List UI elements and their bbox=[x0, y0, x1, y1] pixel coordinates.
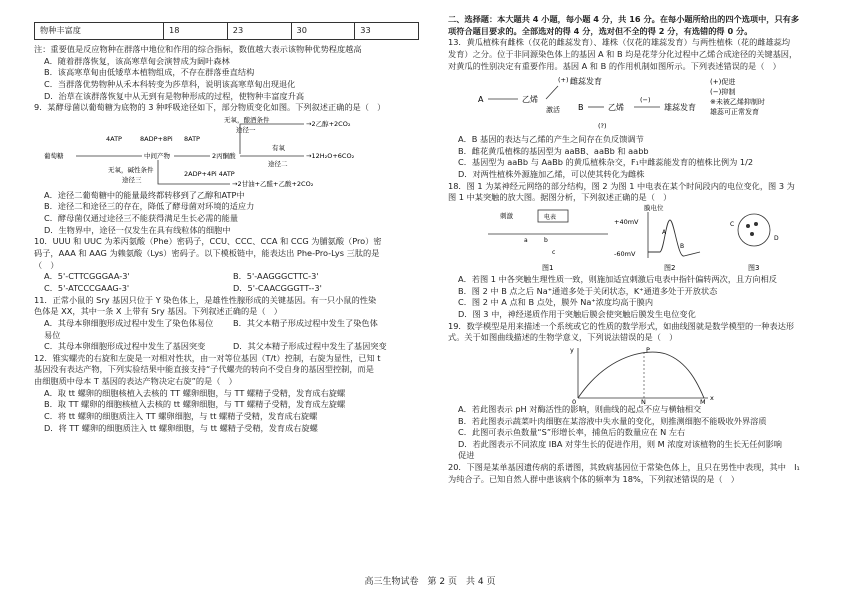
diagram-label: 有氧 bbox=[272, 143, 285, 152]
diagram-label: B bbox=[578, 103, 584, 113]
diagram-label: (−) bbox=[640, 96, 651, 105]
diagram-label: 激活 bbox=[546, 106, 560, 115]
diagram-label: →2乙醇+2CO₂ bbox=[306, 119, 351, 128]
diagram-label: C bbox=[730, 221, 735, 229]
diagram-label: 8ADP+8Pi bbox=[140, 134, 173, 143]
q12-stem: 由细胞质中母本 T 基因的表达产物决定右旋”的是（ ） bbox=[34, 376, 237, 387]
q10-stem: 10．UUU 和 UUC 为苯丙氨酸（Phe）密码子，CCU、CCC、CCA 和 CCG 为脯氨酸（Pro）密 bbox=[34, 236, 382, 247]
diagram-label: B bbox=[680, 243, 685, 251]
q19-option-b: B．若此图表示蔬菜叶肉细胞在某溶液中失水量的变化，则推测细胞不能吸收外界溶质 bbox=[458, 415, 767, 426]
q18-option-a: A．若图 1 中各突触生理性质一致，则施加适宜刺激后电表中指针偏转两次，且方向相反 bbox=[458, 274, 777, 285]
diagram-label: 无氧，碱性条件 bbox=[108, 165, 154, 174]
q10-option-c: C．5'-ATCCCGAAG-3' bbox=[44, 282, 130, 293]
diagram-label: 无氧，酿酒条件 bbox=[224, 115, 270, 124]
q11-options-row bbox=[34, 318, 422, 330]
q13-stem: 发育）之分。位于非同源染色体上的基因 A 和 B 均是花芽分化过程中乙烯合成途径的关键基因， bbox=[448, 48, 798, 59]
q8-option-c: C．当群落优势物种从禾本科转变为莎草科，说明该高寒草甸出现退化 bbox=[44, 78, 296, 89]
q10-option-b: B．5'-AAGGGCTTC-3' bbox=[233, 271, 319, 282]
q10-stem: （ ） bbox=[34, 259, 59, 270]
page-footer: 高三生物试卷 第 2 页 共 4 页 bbox=[364, 577, 496, 587]
diagram-label: 2ADP+4Pi 4ATP bbox=[184, 169, 235, 178]
q12-option-b: B．取 TT 螺卵的细胞核植入去核的 tt 螺卵细胞，与 TT 螺精子受精，发育成左旋螺 bbox=[44, 399, 346, 410]
table-cell: 23 bbox=[227, 23, 291, 40]
q19-curve bbox=[448, 344, 836, 404]
q18-stem: 图 1 中某突触的放大图。据图分析，下列叙述正确的是（ ） bbox=[448, 192, 672, 203]
diagram-label: (−)抑制 bbox=[710, 88, 736, 97]
q19-stem: 19．数学模型是用来描述一个系统或它的性质的数学形式，如曲线图就是数学模型的一种表达形 bbox=[448, 320, 795, 331]
table-label-cell: 物种丰富度 bbox=[35, 23, 164, 40]
q11-option-c: C．其母本卵细胞形成过程中发生了基因突变 bbox=[44, 341, 206, 352]
q18-stem: 18．图 1 为某神经元网络的部分结构，图 2 为图 1 中电表在某个时间段内的电位变化，图 3 为 bbox=[448, 180, 795, 191]
table-cell: 33 bbox=[355, 23, 419, 40]
gene-mechanism-diagram bbox=[448, 72, 836, 134]
q18-option-c: C．图 2 中 A 点和 B 点处，膜外 Na⁺浓度均高于膜内 bbox=[458, 297, 654, 308]
q11-option-b: B．其父本精子形成过程中发生了染色体 bbox=[233, 317, 378, 328]
q13-option-d: D．对两性植株外源施加乙烯，可以使其转化为雌株 bbox=[458, 169, 645, 180]
diagram-label: N bbox=[641, 397, 646, 404]
diagram-label: -60mV bbox=[614, 250, 636, 259]
q19-option-c: C．此图可表示鱼数量“S”形增长率，捕鱼后的数量应在 N 左右 bbox=[458, 427, 686, 438]
q9-option-a: A．途径二葡萄糖中的能量最终都转移到了乙醇和ATP中 bbox=[44, 189, 245, 200]
diagram-label: ※未被乙烯抑制时 bbox=[710, 98, 765, 107]
q8-option-b: B．该高寒草甸由低矮草本植物组成，不存在群落垂直结构 bbox=[44, 67, 255, 78]
diagram-label: 2丙酮酸 bbox=[212, 151, 236, 160]
left-column bbox=[34, 14, 422, 434]
diagram-label: 途径三 bbox=[122, 175, 142, 184]
diagram-label: M bbox=[700, 397, 706, 404]
q18-option-b: B．图 2 中 B 点之后 Na⁺通道多处于关闭状态，K⁺通道多处于开放状态 bbox=[458, 285, 718, 296]
diagram-label: P bbox=[646, 345, 650, 354]
diagram-label: 中间产物 bbox=[144, 151, 170, 160]
q9-option-c: C．酵母菌仅通过途径三不能获得满足生长必需的能量 bbox=[44, 213, 239, 224]
q11-stem: 色体是 XX，其中一条 X 上带有 Sry 基因。下列叙述正确的是（ ） bbox=[34, 306, 282, 317]
diagram-label: D bbox=[774, 235, 779, 243]
respiration-pathway-diagram bbox=[34, 114, 422, 190]
species-richness-table bbox=[34, 22, 419, 40]
q9-option-d: D．生物界中，途径一仅发生在具有线粒体的细胞中 bbox=[44, 224, 231, 235]
diagram-label: 雄蕊可正常发育 bbox=[710, 108, 759, 117]
diagram-label: A bbox=[478, 95, 484, 105]
q8-option-d: D．治草在该群落恢复中从无到有是物种形成的过程，使物种丰富度升高 bbox=[44, 90, 305, 101]
table-cell: 18 bbox=[164, 23, 228, 40]
q12-stem: 基因没有表达产物，下列实验结果中能直接支持“子代螺壳的转向不受自身的基因型控制，而是 bbox=[34, 364, 374, 375]
q12-option-a: A．取 tt 螺卵的细胞核植入去核的 TT 螺卵细胞，与 TT 螺精子受精，发育成右旋螺 bbox=[44, 387, 346, 398]
diagram-label: c bbox=[552, 249, 556, 257]
diagram-label: 途径二 bbox=[268, 159, 288, 168]
diagram-label: 刺激 bbox=[500, 212, 513, 221]
diagram-label: 4ATP bbox=[106, 134, 122, 143]
diagram-label: 8ATP bbox=[184, 134, 200, 143]
diagram-label: b bbox=[544, 237, 548, 245]
q13-option-a: A．B 基因的表达与乙烯的产生之间存在负反馈调节 bbox=[458, 134, 644, 145]
diagram-label: 葡萄糖 bbox=[44, 151, 64, 160]
diagram-label: 乙烯 bbox=[608, 103, 624, 113]
diagram-label: 图3 bbox=[748, 264, 760, 273]
right-column bbox=[448, 14, 836, 485]
q13-option-c: C．基因型为 aaBb 与 AaBb 的黄瓜植株杂交，F₁中雌蕊能发育的植株比例为 1/2 bbox=[458, 157, 754, 168]
q19-stem: 式。关于如图曲线描述的生物学意义，下列说法错误的是（ ） bbox=[448, 332, 678, 343]
diagram-label: +40mV bbox=[614, 218, 639, 227]
section-title: 项符合题目要求的。全部选对的得 4 分，选对但不全的得 2 分，有选错的得 0 分。 bbox=[448, 25, 753, 36]
table-note: 注：重要值是反应物种在群落中地位和作用的综合指标，数值越大表示该物种优势程度越高 bbox=[34, 44, 362, 54]
q10-options-row bbox=[34, 283, 422, 295]
diagram-label: 电表 bbox=[544, 214, 557, 222]
q11-option-a: A．其母本卵细胞形成过程中发生了染色体易位 bbox=[44, 317, 214, 328]
diagram-label: 雄蕊发育 bbox=[664, 103, 696, 113]
q18-option-d: D．图 3 中，神经递质作用于突触后膜会使突触后膜发生电位变化 bbox=[458, 308, 696, 319]
q19-option-d-cont: 促进 bbox=[458, 450, 475, 461]
q11-options-row bbox=[34, 341, 422, 353]
diagram-label: 乙烯 bbox=[522, 95, 538, 105]
q12-option-c: C．将 tt 螺卵的细胞质注入 TT 螺卵细胞，与 tt 螺精子受精，发育成右旋螺 bbox=[44, 411, 318, 422]
q20-stem: 为纯合子。已知自然人群中患该病个体的频率为 18%，下列叙述错误的是（ ） bbox=[448, 473, 739, 484]
table-cell: 30 bbox=[291, 23, 355, 40]
q10-options-row bbox=[34, 271, 422, 283]
q12-stem: 12．锥实螺壳的右旋和左旋是一对相对性状，由一对等位基因（T/t）控制，右旋为显性，已知 t bbox=[34, 352, 381, 363]
q12-option-d: D．将 TT 螺卵的细胞质注入 tt 螺卵细胞，与 tt 螺精子受精，发育成右旋螺 bbox=[44, 422, 318, 433]
q10-option-d: D．5'-CAACGGGTT--3' bbox=[233, 282, 322, 293]
q10-stem: 码子，AAA 和 AAG 为赖氨酸（Lys）密码子。以下模板链中，能表达出 Phe-Pro-Lys 三肽的是 bbox=[34, 248, 380, 259]
neuron-figures bbox=[448, 204, 836, 274]
q11-option-b-cont: 易位 bbox=[44, 329, 61, 340]
q11-option-d: D．其父本精子形成过程中发生了基因突变 bbox=[233, 341, 387, 352]
section-title: 二、选择题：本大题共 4 小题，每小题 4 分，共 16 分。在每小题所给出的四个选项中，只有多 bbox=[448, 14, 800, 24]
q11-stem: 11．正常小鼠的 Sry 基因只位于 Y 染色体上，是雄性性腺形成的关键基因。有一只小鼠的性染 bbox=[34, 294, 377, 305]
diagram-label: 图1 bbox=[542, 264, 554, 273]
diagram-label: →12H₂O+6CO₂ bbox=[306, 151, 355, 160]
q9-stem: 9．某酵母菌以葡萄糖为底物的 3 种呼吸途径如下，部分物质变化如图。下列叙述正确的是（ ） bbox=[34, 102, 386, 113]
q13-stem: 对黄瓜的性别决定有重要作用。基因 A 和 B 的作用机制如图所示。下列表述错误的是（ ） bbox=[448, 60, 781, 71]
q9-option-b: B．途径二和途径三的存在，降低了酵母菌对环境的适应力 bbox=[44, 201, 255, 212]
diagram-label: (+)促进 bbox=[710, 78, 736, 87]
diagram-label: 膜电位 bbox=[644, 204, 664, 213]
q10-option-a: A．5'-CTTCGGGAA-3' bbox=[44, 271, 130, 282]
diagram-label: (+) bbox=[558, 76, 569, 85]
diagram-label: a bbox=[524, 237, 528, 245]
diagram-label: (?) bbox=[598, 122, 607, 131]
q13-option-b: B．雌花黄瓜植株的基因型为 aaBB、aaBb 和 aabb bbox=[458, 145, 649, 156]
diagram-label: →2甘油+乙醛+乙酸+2CO₂ bbox=[232, 179, 314, 188]
diagram-label: 图2 bbox=[664, 264, 676, 273]
q19-option-a: A．若此图表示 pH 对酶活性的影响，则曲线的起点不应与横轴相交 bbox=[458, 403, 702, 414]
diagram-label: A bbox=[662, 229, 667, 237]
q8-option-a: A．随着群落恢复，该高寒草甸会演替成为阔叶森林 bbox=[44, 55, 230, 66]
diagram-label: 途径一 bbox=[236, 125, 256, 134]
q19-option-d: D．若此图表示不同浓度 IBA 对芽生长的促进作用，则 M 浓度对该植物的生长无任何影响 bbox=[458, 438, 782, 449]
diagram-label: 雌蕊发育 bbox=[570, 77, 602, 87]
q13-stem: 13．黄瓜植株有雌株（仅花的雌蕊发育）、雄株（仅花的雄蕊发育）与两性植株（花的雌雄蕊均 bbox=[448, 37, 791, 48]
q20-stem: 20．下图是某单基因遗传病的系谱图，其致病基因位于常染色体上，且只在男性中表现，其中 I₁ bbox=[448, 462, 800, 473]
diagram-label: x bbox=[710, 393, 714, 402]
diagram-label: 0 bbox=[572, 397, 577, 404]
diagram-label: y bbox=[570, 345, 574, 354]
